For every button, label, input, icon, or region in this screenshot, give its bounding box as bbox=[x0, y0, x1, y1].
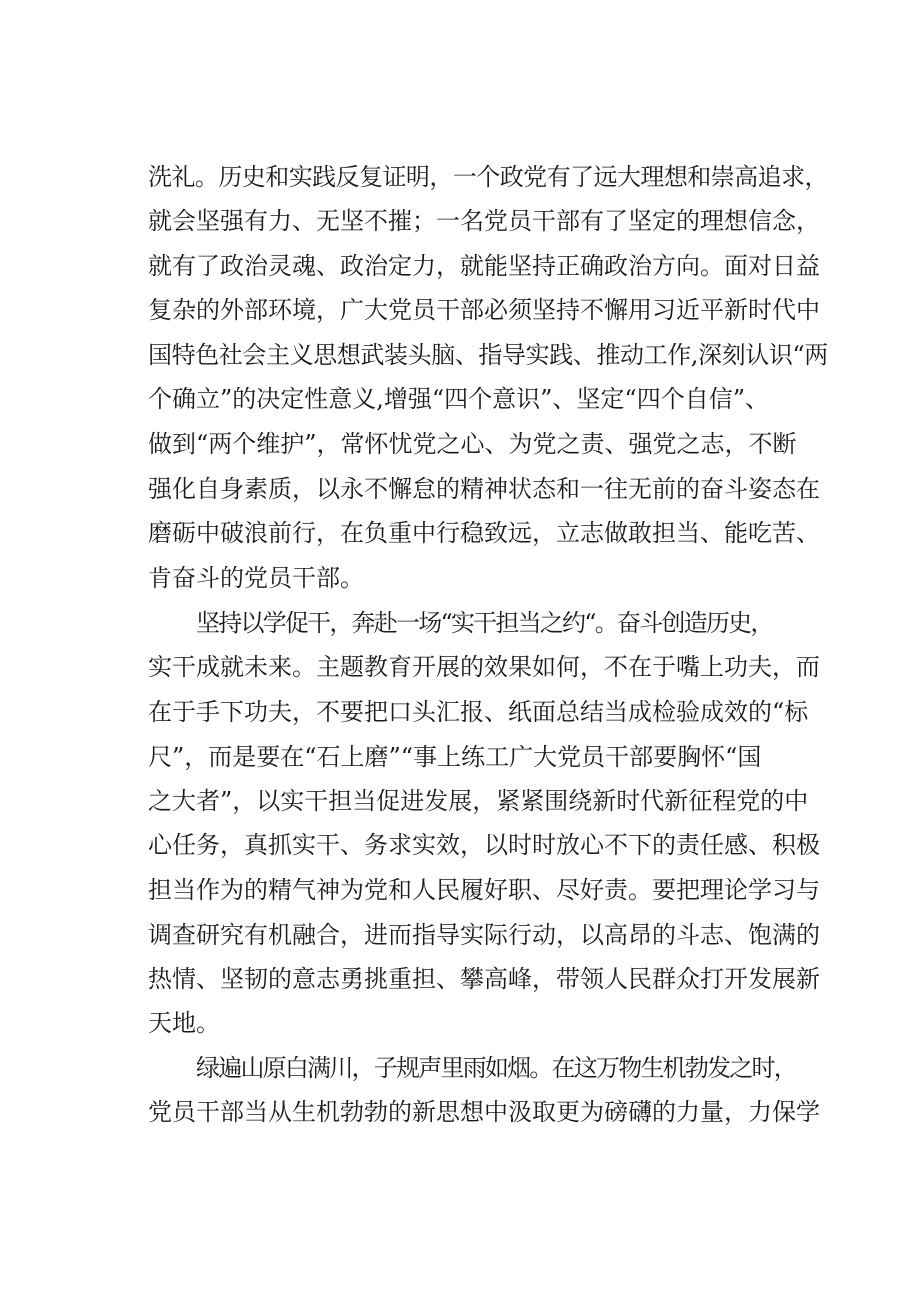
text-line: 尺”，而是要在“石上磨”“事上练工广大党员干部要胸怀“国 bbox=[148, 743, 762, 771]
text-line: 热情、坚韧的意志勇挑重担、攀高峰，带领人民群众打开发展新 bbox=[148, 965, 820, 993]
text-line: 之大者”，以实干担当促进发展，紧紧围绕新时代新征程党的中 bbox=[148, 787, 809, 815]
text-line: 心任务，真抓实干、务求实效，以时时放心不下的责任感、积极 bbox=[148, 831, 820, 859]
text-line: 在于手下功夫，不要把口头汇报、纸面总结当成检验成效的“标 bbox=[148, 698, 809, 726]
text-line: 调查研究有机融合，进而指导实际行动，以高昂的斗志、饱满的 bbox=[148, 921, 820, 949]
text-line: 担当作为的精气神为党和人民履好职、尽好责。要把理论学习与 bbox=[148, 876, 820, 904]
text-line: 国特色社会主义思想武装头脑、指导实践、推动工作,深刻认识“两 bbox=[148, 341, 828, 369]
text-line: 复杂的外部环境，广大党员干部必须坚持不懈用习近平新时代中 bbox=[148, 296, 820, 324]
text-line: 磨砺中破浪前行，在负重中行稳致远，立志做敢担当、能吃苦、 bbox=[148, 519, 820, 547]
text-line: 洗礼。历史和实践反复证明，一个政党有了远大理想和崇高追求， bbox=[148, 163, 828, 191]
paragraph-first-line: 绿遍山原白满川，子规声里雨如烟。在这万物生机勃发之时， bbox=[196, 1054, 796, 1082]
text-line: 实干成就未来。主题教育开展的效果如何，不在于嘴上功夫，而 bbox=[148, 653, 820, 681]
text-line: 就有了政治灵魂、政治定力，就能坚持正确政治方向。面对日益 bbox=[148, 252, 820, 280]
text-line: 天地。 bbox=[148, 1009, 220, 1037]
text-line: 强化自身素质，以永不懈怠的精神状态和一往无前的奋斗姿态在 bbox=[148, 475, 820, 503]
text-line: 做到“两个维护”，常怀忧党之心、为党之责、强党之志，不断 bbox=[148, 430, 797, 458]
text-line: 个确立”的决定性意义,增强“四个意识”、坚定“四个自信”、 bbox=[148, 385, 769, 413]
text-line: 党员干部当从生机勃勃的新思想中汲取更为磅礴的力量，力保学 bbox=[148, 1098, 820, 1126]
paragraph-first-line: 坚持以学促干，奔赴一场“实干担当之约“。奋斗创造历史， bbox=[196, 609, 773, 637]
text-line: 肯奋斗的党员干部。 bbox=[148, 564, 364, 592]
text-line: 就会坚强有力、无坚不摧；一名党员干部有了坚定的理想信念， bbox=[148, 207, 820, 235]
